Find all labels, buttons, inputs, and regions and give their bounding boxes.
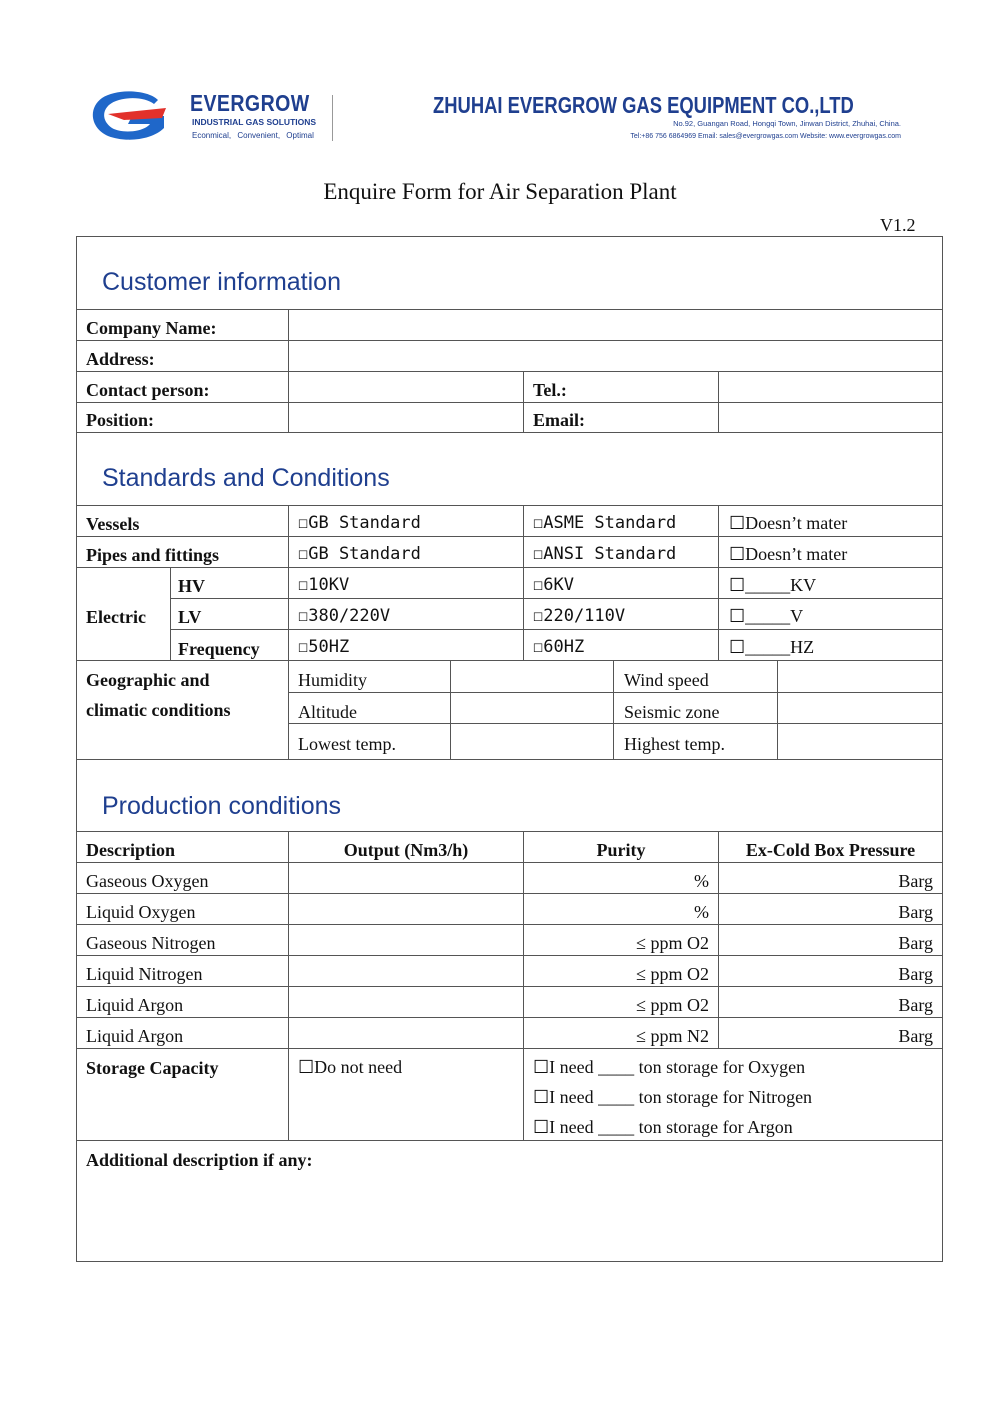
col-line xyxy=(777,660,778,760)
customer-heading: Customer information xyxy=(102,268,341,296)
lv-220-checkbox[interactable]: ☐220/110V xyxy=(533,606,626,626)
table-border-bottom xyxy=(76,1261,943,1262)
company-name: ZHUHAI EVERGROW GAS EQUIPMENT CO.,LTD xyxy=(433,92,854,118)
altitude-label: Altitude xyxy=(298,702,357,722)
row-line xyxy=(76,862,943,863)
logo-name: EVERGROW xyxy=(190,90,310,116)
humidity-field[interactable] xyxy=(452,662,612,691)
col-line xyxy=(288,505,289,760)
position-label: Position: xyxy=(86,410,155,430)
output-field[interactable] xyxy=(290,988,522,1016)
row-line xyxy=(170,629,943,630)
vessels-asme-checkbox[interactable]: ☐ASME Standard xyxy=(533,513,677,533)
additional-description-field[interactable] xyxy=(78,1176,941,1260)
row-line xyxy=(288,692,943,693)
frequency-label: Frequency xyxy=(178,639,260,659)
row-purity[interactable]: % xyxy=(694,902,709,922)
altitude-field[interactable] xyxy=(452,694,612,722)
row-description: Gaseous Nitrogen xyxy=(86,933,216,953)
row-description: Gaseous Oxygen xyxy=(86,871,209,891)
row-line xyxy=(76,432,943,433)
row-line xyxy=(76,309,943,310)
company-address: No.92, Guangan Road, Hongqi Town, Jinwan District, Zhuhai, China. xyxy=(673,119,901,128)
standards-heading: Standards and Conditions xyxy=(102,464,390,492)
pipes-gb-checkbox[interactable]: ☐GB Standard xyxy=(298,544,421,564)
row-line xyxy=(76,1048,943,1049)
pipes-ansi-checkbox[interactable]: ☐ANSI Standard xyxy=(533,544,677,564)
geographic-label-line1: Geographic and xyxy=(86,670,210,690)
highest-temp-field[interactable] xyxy=(779,725,941,758)
highest-temp-label: Highest temp. xyxy=(624,734,725,754)
vessels-doesnt-matter-checkbox[interactable]: ☐Doesn’t mater xyxy=(729,513,848,533)
row-purity[interactable]: ≤ ppm O2 xyxy=(636,964,709,984)
hv-6kv-checkbox[interactable]: ☐6KV xyxy=(533,575,574,595)
email-label: Email: xyxy=(533,410,585,430)
additional-description-label: Additional description if any: xyxy=(86,1150,313,1170)
col-line xyxy=(613,660,614,760)
hv-10kv-checkbox[interactable]: ☐10KV xyxy=(298,575,350,595)
row-purity[interactable]: ≤ ppm N2 xyxy=(636,1026,709,1046)
electric-label: Electric xyxy=(86,607,146,627)
logo xyxy=(88,88,170,142)
output-field[interactable] xyxy=(290,1019,522,1047)
lv-380-checkbox[interactable]: ☐380/220V xyxy=(298,606,391,626)
row-line xyxy=(76,831,943,832)
col-line xyxy=(523,505,524,661)
address-label: Address: xyxy=(86,349,155,369)
col-line xyxy=(718,371,719,433)
lowest-temp-label: Lowest temp. xyxy=(298,734,396,754)
geographic-label-line2: climatic conditions xyxy=(86,700,231,720)
vessels-label: Vessels xyxy=(86,514,140,534)
table-border-left xyxy=(76,236,77,1262)
row-purity[interactable]: % xyxy=(694,871,709,891)
logo-tagline: INDUSTRIAL GAS SOLUTIONS xyxy=(192,117,317,127)
table-border-right xyxy=(942,236,943,1262)
position-field[interactable] xyxy=(290,404,522,431)
row-purity[interactable]: ≤ ppm O2 xyxy=(636,933,709,953)
row-line xyxy=(76,402,943,403)
row-line xyxy=(76,893,943,894)
lowest-temp-field[interactable] xyxy=(452,725,612,758)
row-line xyxy=(288,723,943,724)
row-pressure[interactable]: Barg xyxy=(898,871,933,891)
form-version: V1.2 xyxy=(880,215,916,235)
row-pressure[interactable]: Barg xyxy=(898,964,933,984)
header-description: Description xyxy=(86,840,175,860)
company-name-field[interactable] xyxy=(290,311,941,339)
row-line xyxy=(76,986,943,987)
email-field[interactable] xyxy=(720,404,941,431)
header-purity: Purity xyxy=(596,840,646,860)
row-line xyxy=(76,1140,943,1141)
storage-nitrogen-checkbox[interactable]: ☐I need ____ ton storage for Nitrogen xyxy=(533,1087,813,1107)
row-line xyxy=(76,955,943,956)
seismic-zone-label: Seismic zone xyxy=(624,702,720,722)
row-line xyxy=(76,536,943,537)
vessels-gb-checkbox[interactable]: ☐GB Standard xyxy=(298,513,421,533)
logo-values xyxy=(192,131,314,140)
lv-label: LV xyxy=(178,607,202,627)
row-pressure[interactable]: Barg xyxy=(898,902,933,922)
production-heading: Production conditions xyxy=(102,792,342,820)
row-pressure[interactable]: Barg xyxy=(898,933,933,953)
row-description: Liquid Argon xyxy=(86,1026,184,1046)
row-description: Liquid Oxygen xyxy=(86,902,196,922)
freq-50hz-checkbox[interactable]: ☐50HZ xyxy=(298,637,350,657)
row-line xyxy=(76,1017,943,1018)
contact-person-field[interactable] xyxy=(290,373,522,401)
storage-argon-checkbox[interactable]: ☐I need ____ ton storage for Argon xyxy=(533,1117,793,1137)
wind-speed-field[interactable] xyxy=(779,662,941,691)
humidity-label: Humidity xyxy=(298,670,368,690)
freq-custom-checkbox[interactable]: ☐_____HZ xyxy=(729,637,815,657)
output-field[interactable] xyxy=(290,957,522,985)
hv-custom-checkbox[interactable]: ☐_____KV xyxy=(729,575,817,595)
row-line xyxy=(76,759,943,760)
hv-label: HV xyxy=(178,576,205,596)
output-field[interactable] xyxy=(290,864,522,892)
form-title: Enquire Form for Air Separation Plant xyxy=(323,179,677,204)
storage-do-not-need-checkbox[interactable]: ☐Do not need xyxy=(298,1057,403,1077)
freq-60hz-checkbox[interactable]: ☐60HZ xyxy=(533,637,585,657)
col-line xyxy=(450,660,451,760)
wind-speed-label: Wind speed xyxy=(624,670,709,690)
header-output: Output (Nm3/h) xyxy=(343,840,469,860)
col-line xyxy=(523,371,524,433)
contact-person-label: Contact person: xyxy=(86,380,210,400)
row-line xyxy=(76,505,943,506)
seismic-zone-field[interactable] xyxy=(779,694,941,722)
logo-value-2: Convenient, xyxy=(237,131,281,140)
tel-label: Tel.: xyxy=(533,380,567,400)
lv-custom-checkbox[interactable]: ☐_____V xyxy=(729,606,804,626)
row-line xyxy=(76,567,943,568)
storage-oxygen-checkbox[interactable]: ☐I need ____ ton storage for Oxygen xyxy=(533,1057,806,1077)
pipes-doesnt-matter-checkbox[interactable]: ☐Doesn’t mater xyxy=(729,544,848,564)
row-description: Liquid Nitrogen xyxy=(86,964,203,984)
output-field[interactable] xyxy=(290,926,522,954)
row-line xyxy=(76,924,943,925)
col-line xyxy=(170,567,171,661)
row-pressure[interactable]: Barg xyxy=(898,995,933,1015)
company-contact: Tel:+86 756 6864969 Email: sales@evergrowgas.com Website: www.evergrowgas.com xyxy=(630,133,901,140)
row-line xyxy=(76,340,943,341)
row-description: Liquid Argon xyxy=(86,995,184,1015)
evergrow-logo-icon xyxy=(88,88,170,142)
output-field[interactable] xyxy=(290,895,522,923)
logo-value-3: Optimal xyxy=(286,131,314,140)
row-purity[interactable]: ≤ ppm O2 xyxy=(636,995,709,1015)
row-line xyxy=(170,598,943,599)
row-line xyxy=(76,660,943,661)
col-line xyxy=(288,309,289,433)
col-line xyxy=(288,831,289,1141)
header-pressure: Ex-Cold Box Pressure xyxy=(745,840,916,860)
company-name-label: Company Name: xyxy=(86,318,217,338)
row-line xyxy=(76,371,943,372)
tel-field[interactable] xyxy=(720,373,941,401)
logo-value-1: Econmical, xyxy=(192,131,232,140)
col-line xyxy=(718,505,719,661)
row-pressure[interactable]: Barg xyxy=(898,1026,933,1046)
storage-capacity-label: Storage Capacity xyxy=(86,1058,219,1078)
address-field[interactable] xyxy=(290,342,941,370)
pipes-label: Pipes and fittings xyxy=(86,545,220,565)
logo-divider xyxy=(332,95,333,141)
table-border-top xyxy=(76,236,943,237)
